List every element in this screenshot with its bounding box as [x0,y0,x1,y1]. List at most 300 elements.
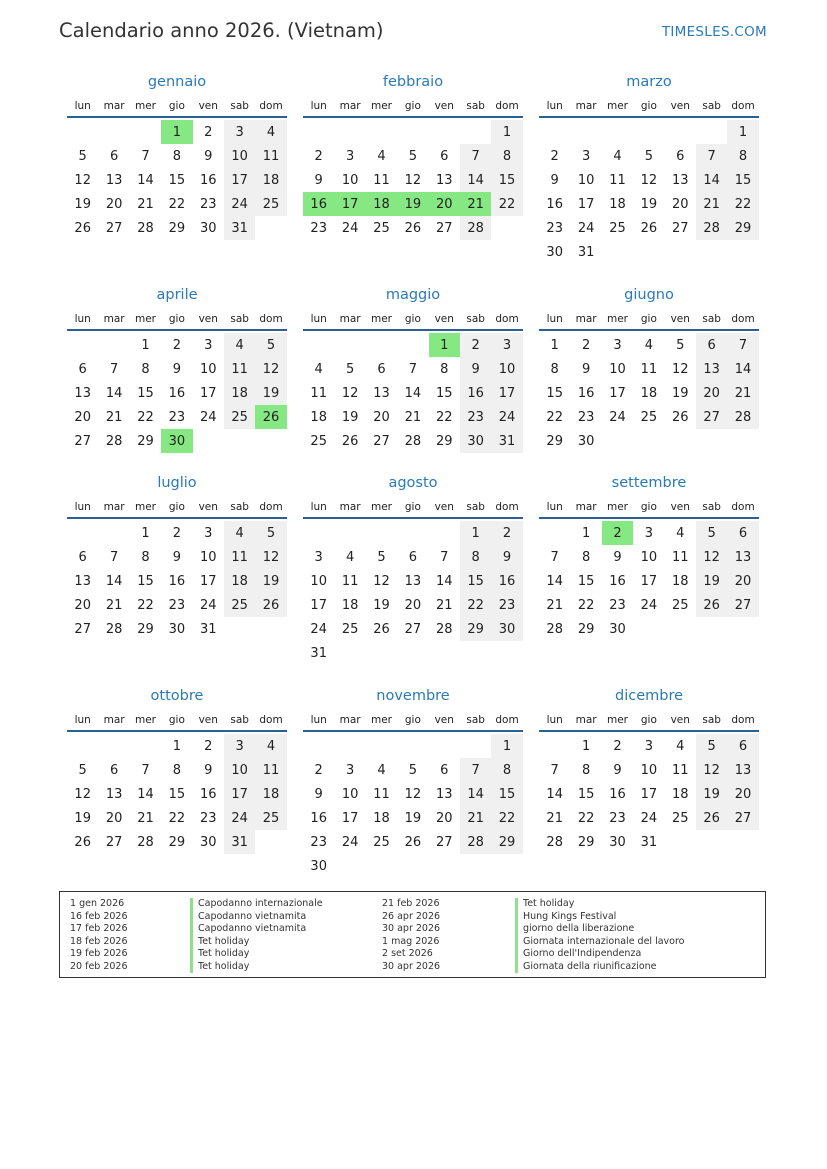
day-cell: 7 [550,762,559,778]
weekday-label: sab [466,100,485,112]
day-cell: 22 [168,810,186,826]
day-cell: 23 [609,810,626,826]
day-grid [539,732,759,854]
day-cell: 15 [491,168,522,192]
month-luglio [67,471,287,641]
empty-cell [633,240,664,264]
day-cell: 30 [609,621,626,637]
day-cell: 26 [255,593,286,617]
day-cell: 13 [727,545,758,569]
day-cell: 11 [373,786,390,802]
month-title: marzo [626,74,672,90]
day-cell: 17 [640,786,658,802]
day-cell: 22 [137,597,154,613]
weekday-label: mer [134,313,156,325]
weekday-label: gio [168,313,185,325]
day-cell: 9 [172,361,181,377]
day-cell: 25 [341,621,359,637]
month-maggio [303,283,523,453]
day-cell: 25 [255,806,286,830]
empty-cell [727,617,758,641]
empty-cell [696,617,727,641]
day-cell: 1 [161,120,192,144]
day-cell: 8 [172,762,181,778]
weekday-label: dom [495,100,519,112]
day-cell: 14 [460,782,491,806]
day-cell: 30 [460,429,491,453]
day-cell: 11 [255,758,286,782]
day-cell: 11 [671,549,689,565]
month-title: aprile [156,287,198,303]
day-cell: 26 [640,220,658,236]
month-novembre [303,684,523,878]
day-grid [303,118,523,240]
weekday-label: lun [546,714,563,726]
weekday-label: mer [606,501,628,513]
weekday-label: sab [466,501,485,513]
day-cell: 14 [105,385,123,401]
day-cell: 3 [224,734,255,758]
day-cell: 24 [199,409,217,425]
legend-holiday-name: giorno della liberazione [515,923,634,936]
day-cell: 2 [172,525,181,541]
legend-holiday-name: Tet holiday [190,961,249,974]
day-cell: 1 [141,525,150,541]
day-cell: 29 [577,834,595,850]
weekday-label: sab [466,313,485,325]
day-cell: 30 [161,429,192,453]
empty-cell [67,333,98,357]
weekday-label: ven [434,100,454,112]
day-cell: 4 [224,333,255,357]
day-cell: 27 [727,593,758,617]
legend-date: 21 feb 2026 [382,898,440,909]
day-cell: 30 [577,433,595,449]
legend-date: 20 feb 2026 [70,960,128,972]
day-cell: 8 [491,758,522,782]
day-cell: 19 [373,597,390,613]
day-cell: 25 [310,433,327,449]
weekday-header [539,309,759,331]
day-cell: 9 [314,786,323,802]
day-cell: 10 [341,786,359,802]
day-cell: 23 [168,409,186,425]
day-cell: 21 [546,810,563,826]
weekday-label: gio [168,714,185,726]
weekday-label: mer [134,714,156,726]
weekday-label: ven [670,501,690,513]
empty-cell [696,429,727,453]
day-cell: 16 [460,381,491,405]
day-cell: 25 [609,220,626,236]
day-cell: 22 [727,192,758,216]
day-cell: 28 [460,216,491,240]
day-cell: 1 [460,521,491,545]
day-cell: 2 [172,337,181,353]
legend-date: 19 feb 2026 [70,948,128,959]
empty-cell [255,429,286,453]
legend-holiday-name: Capodanno vietnamita [190,911,306,924]
day-cell: 12 [373,573,390,589]
day-cell: 5 [676,337,685,353]
day-cell: 2 [204,124,213,140]
day-cell: 5 [696,521,727,545]
day-cell: 30 [199,220,217,236]
day-cell: 7 [109,361,119,377]
weekday-label: sab [466,714,485,726]
day-cell: 18 [255,782,286,806]
day-cell: 4 [644,337,653,353]
day-cell: 25 [224,405,255,429]
weekday-label: mer [606,714,628,726]
weekday-label: mer [134,501,156,513]
day-cell: 11 [341,573,359,589]
day-cell: 8 [141,549,150,565]
day-cell: 6 [109,148,119,164]
day-cell: 10 [640,762,658,778]
day-cell: 11 [640,361,658,377]
weekday-label: mar [575,501,597,513]
day-cell: 3 [345,762,355,778]
day-cell: 5 [255,333,286,357]
day-cell: 30 [199,834,217,850]
day-cell: 11 [373,172,390,188]
day-cell: 13 [696,357,727,381]
weekday-label: sab [702,313,721,325]
day-cell: 6 [727,521,758,545]
weekday-label: mar [103,714,125,726]
day-cell: 24 [341,220,359,236]
day-cell: 25 [373,834,390,850]
day-cell: 31 [491,429,522,453]
day-cell: 29 [546,433,563,449]
month-agosto [303,471,523,665]
day-cell: 15 [460,569,491,593]
day-cell: 10 [224,144,255,168]
day-cell: 20 [105,196,123,212]
day-cell: 6 [440,762,449,778]
day-cell: 16 [303,192,334,216]
day-cell: 28 [727,405,758,429]
month-dicembre [539,684,759,854]
empty-cell [429,521,460,545]
weekday-label: ven [670,714,690,726]
month-ottobre [67,684,287,854]
day-cell: 10 [199,549,217,565]
day-cell: 1 [141,337,150,353]
day-cell: 26 [341,433,359,449]
day-cell: 1 [429,333,460,357]
day-cell: 30 [546,244,563,260]
day-cell: 18 [609,196,626,212]
day-cell: 5 [408,762,417,778]
day-grid [303,519,523,665]
day-cell: 3 [581,148,591,164]
day-cell: 7 [550,549,559,565]
day-cell: 11 [224,357,255,381]
day-cell: 20 [696,381,727,405]
legend-holiday-name: Tet holiday [190,948,249,961]
day-cell: 17 [577,196,595,212]
day-cell: 26 [696,806,727,830]
day-cell: 27 [435,834,453,850]
day-cell: 3 [204,525,213,541]
day-cell: 12 [671,361,689,377]
day-cell: 28 [696,216,727,240]
day-cell: 22 [460,593,491,617]
day-cell: 20 [74,597,91,613]
day-cell: 19 [74,810,91,826]
day-cell: 16 [577,385,595,401]
day-cell: 13 [671,172,689,188]
day-grid [67,331,287,453]
day-cell: 6 [727,734,758,758]
day-cell: 17 [640,573,658,589]
day-cell: 2 [550,148,559,164]
day-cell: 16 [546,196,563,212]
day-cell: 15 [577,786,595,802]
empty-cell [67,120,98,144]
day-cell: 15 [137,573,154,589]
weekday-label: mar [103,313,125,325]
day-cell: 18 [341,597,359,613]
day-cell: 2 [314,148,323,164]
legend-holiday-name: Hung Kings Festival [515,911,616,924]
weekday-label: gio [168,501,185,513]
empty-cell [334,333,365,357]
day-cell: 4 [345,549,355,565]
day-cell: 26 [74,220,91,236]
day-cell: 16 [168,573,186,589]
day-cell: 7 [460,758,491,782]
day-cell: 13 [373,385,390,401]
day-cell: 21 [404,409,422,425]
weekday-label: mar [339,714,361,726]
day-grid [303,331,523,453]
empty-cell [366,734,397,758]
weekday-label: ven [670,100,690,112]
empty-cell [334,120,365,144]
legend-date: 2 set 2026 [382,948,433,959]
day-grid [67,519,287,641]
day-cell: 14 [137,786,154,802]
day-cell: 15 [727,168,758,192]
day-cell: 30 [609,834,626,850]
empty-cell [130,120,161,144]
day-cell: 3 [644,525,653,541]
day-cell: 25 [640,409,658,425]
day-cell: 15 [137,385,154,401]
empty-cell [539,120,570,144]
empty-cell [696,830,727,854]
day-cell: 25 [255,192,286,216]
empty-cell [193,429,224,453]
day-cell: 2 [460,333,491,357]
day-cell: 15 [491,782,522,806]
day-cell: 27 [671,220,689,236]
weekday-header [67,497,287,519]
empty-cell [397,521,428,545]
empty-cell [334,641,365,665]
day-cell: 3 [644,738,653,754]
legend-date: 1 gen 2026 [70,898,125,909]
brand-link[interactable]: TIMESLES.COM [661,24,767,40]
day-grid [303,732,523,878]
day-cell: 8 [172,148,181,164]
day-cell: 12 [74,172,91,188]
empty-cell [366,854,397,878]
day-cell: 10 [310,573,327,589]
day-cell: 21 [696,192,727,216]
weekday-header [539,497,759,519]
day-cell: 18 [366,192,397,216]
day-cell: 25 [671,597,689,613]
day-cell: 18 [255,168,286,192]
empty-cell [665,120,696,144]
empty-cell [397,333,428,357]
day-cell: 22 [577,597,595,613]
weekday-label: gio [404,714,421,726]
day-cell: 16 [199,786,217,802]
day-cell: 22 [491,192,522,216]
day-cell: 12 [404,786,422,802]
day-cell: 5 [408,148,417,164]
day-cell: 23 [460,405,491,429]
day-cell: 27 [74,621,91,637]
day-cell: 24 [199,597,217,613]
day-cell: 20 [727,569,758,593]
day-cell: 13 [74,385,91,401]
legend-holiday-name: Tet holiday [515,898,574,911]
day-cell: 8 [581,549,591,565]
day-grid [539,118,759,264]
day-cell: 29 [168,834,186,850]
weekday-label: gio [640,100,657,112]
weekday-label: mar [339,100,361,112]
legend-holiday-name: Giornata internazionale del lavoro [515,936,685,949]
empty-cell [570,120,601,144]
legend-date: 18 feb 2026 [70,935,128,947]
weekday-label: dom [259,313,283,325]
weekday-label: dom [259,714,283,726]
legend-date: 1 mag 2026 [382,935,440,947]
day-cell: 5 [78,148,87,164]
day-cell: 10 [640,549,658,565]
weekday-label: lun [546,100,563,112]
empty-cell [366,333,397,357]
day-cell: 12 [255,357,286,381]
weekday-label: gio [168,100,185,112]
weekday-label: gio [640,501,657,513]
day-cell: 12 [696,758,727,782]
day-cell: 5 [696,734,727,758]
day-cell: 7 [141,148,150,164]
empty-cell [460,734,491,758]
day-cell: 26 [404,834,422,850]
legend-date: 26 apr 2026 [382,910,441,922]
day-cell: 4 [676,525,685,541]
day-cell: 2 [204,738,213,754]
day-cell: 12 [74,786,91,802]
day-cell: 19 [74,196,91,212]
weekday-label: sab [702,714,721,726]
month-title: ottobre [150,688,204,704]
weekday-label: ven [434,714,454,726]
empty-cell [67,734,98,758]
weekday-header [303,96,523,118]
day-cell: 10 [491,357,522,381]
day-cell: 14 [404,385,422,401]
day-cell: 9 [314,172,323,188]
empty-cell [727,830,758,854]
day-cell: 24 [491,405,522,429]
month-title: agosto [388,475,438,491]
weekday-label: ven [670,313,690,325]
day-cell: 27 [105,220,123,236]
empty-cell [303,734,334,758]
day-cell: 31 [224,216,255,240]
day-cell: 16 [609,573,626,589]
day-grid [67,118,287,240]
day-cell: 2 [613,738,622,754]
weekday-label: dom [259,501,283,513]
holiday-legend [59,891,766,978]
weekday-label: gio [404,100,421,112]
day-cell: 23 [546,220,563,236]
weekday-label: lun [74,501,91,513]
day-cell: 8 [460,545,491,569]
day-cell: 20 [727,782,758,806]
day-cell: 18 [224,381,255,405]
day-cell: 20 [429,192,460,216]
day-cell: 15 [435,385,453,401]
day-cell: 14 [696,168,727,192]
day-cell: 14 [137,172,154,188]
day-cell: 18 [640,385,658,401]
month-gennaio [67,70,287,240]
day-cell: 20 [373,409,390,425]
day-cell: 8 [440,361,449,377]
day-cell: 4 [676,738,685,754]
day-cell: 11 [310,385,327,401]
day-cell: 5 [255,521,286,545]
day-cell: 8 [727,144,758,168]
day-cell: 26 [74,834,91,850]
day-cell: 29 [435,433,453,449]
weekday-label: ven [198,100,218,112]
day-cell: 19 [404,810,422,826]
day-cell: 28 [460,830,491,854]
weekday-label: dom [495,313,519,325]
weekday-label: lun [74,714,91,726]
day-cell: 29 [577,621,595,637]
weekday-label: lun [546,501,563,513]
page-title: Calendario anno 2026. (Vietnam) [59,19,384,42]
weekday-label: mer [370,714,392,726]
day-cell: 2 [581,337,591,353]
empty-cell [334,521,365,545]
day-cell: 9 [613,762,622,778]
day-cell: 25 [373,220,390,236]
month-title: dicembre [614,688,684,704]
day-cell: 28 [137,220,154,236]
empty-cell [539,521,570,545]
day-cell: 13 [435,786,453,802]
day-cell: 15 [546,385,563,401]
empty-cell [67,521,98,545]
weekday-label: mar [575,714,597,726]
day-cell: 27 [727,806,758,830]
